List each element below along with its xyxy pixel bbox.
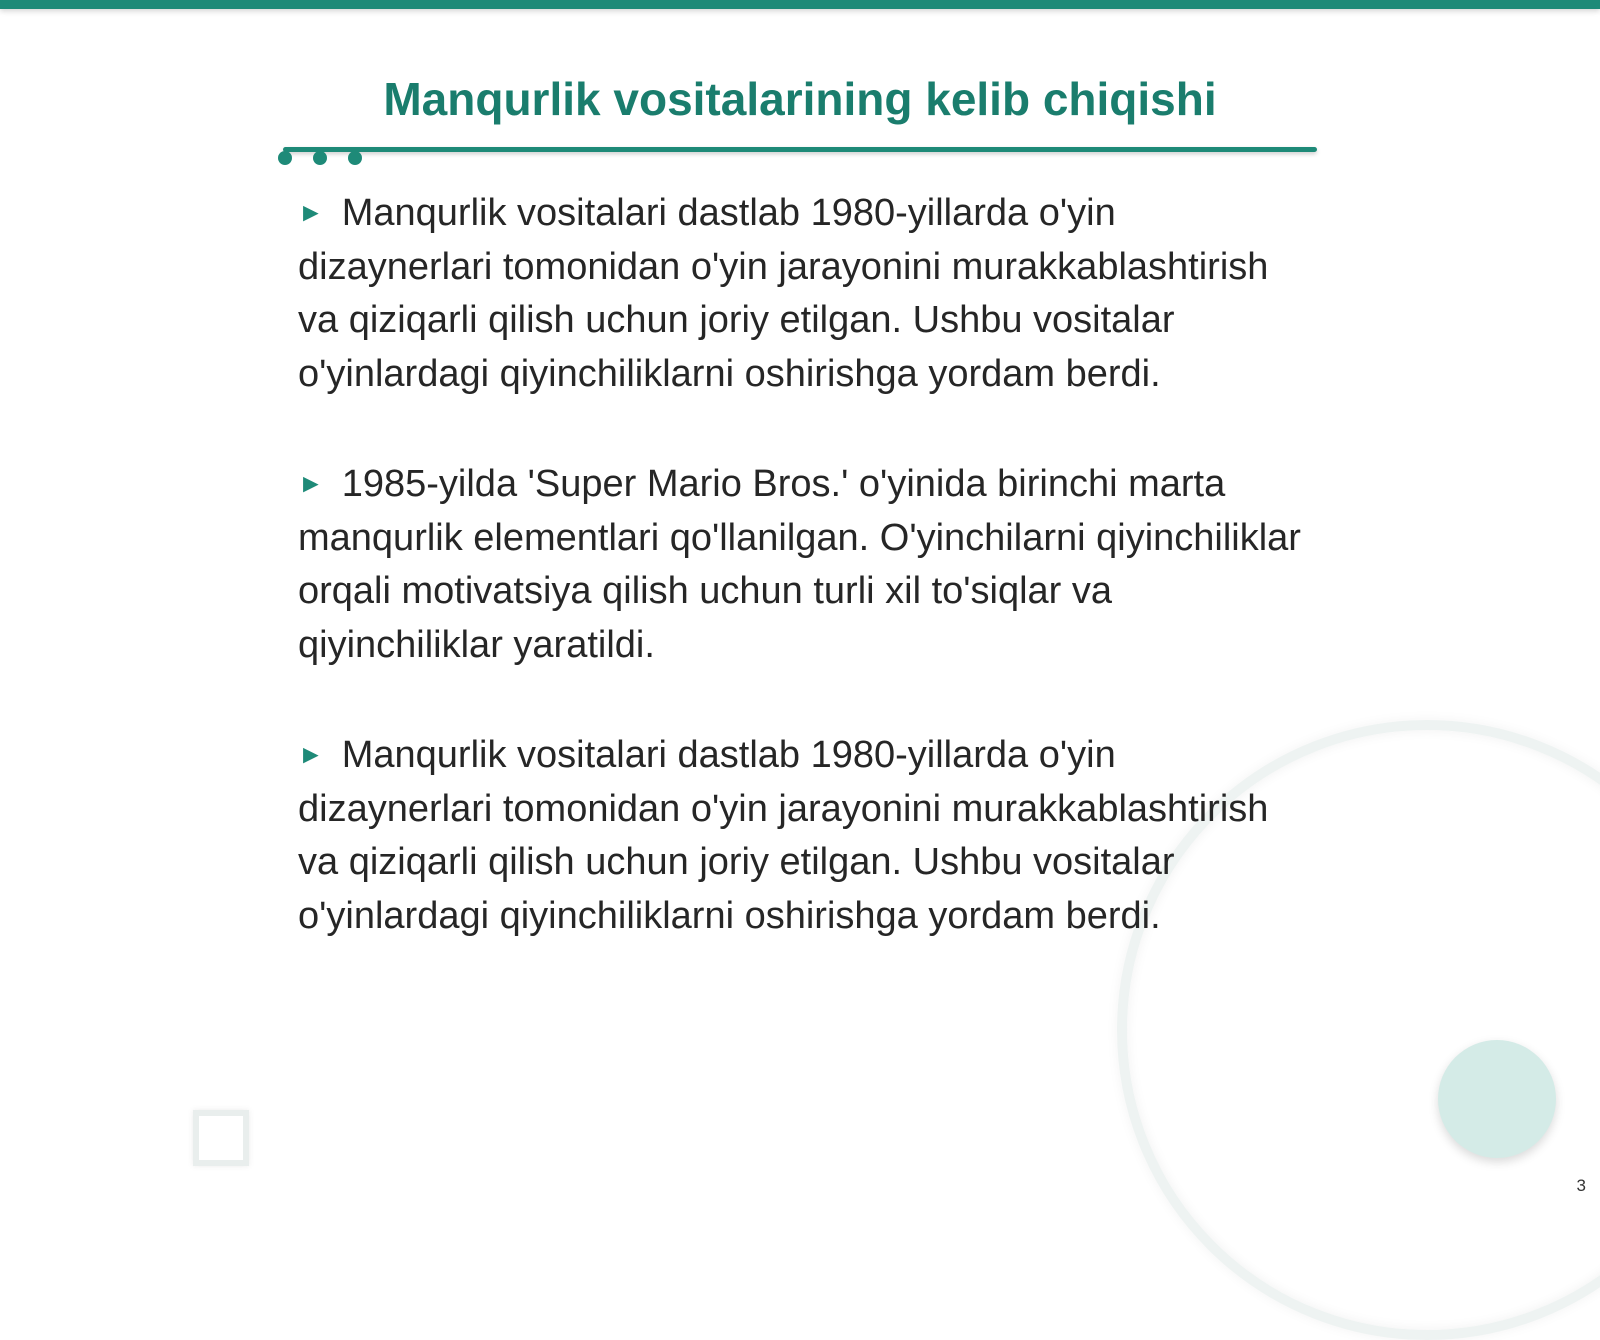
decorative-square (193, 1110, 249, 1166)
decorative-circle (1438, 1040, 1556, 1158)
triangle-bullet-icon: ► (298, 739, 324, 769)
title-dot-3 (348, 151, 362, 165)
title-dot-1 (278, 151, 292, 165)
bullet-paragraph-3 (298, 728, 1308, 943)
bullet-paragraph-1 (298, 186, 1308, 401)
paragraph-text-1: Manqurlik vositalari dastlab 1980-yillarda o'yin dizaynerlari tomonidan o'yin jarayonini murakkablashtirish va qiziqarli qilish uchun joriy etilgan. Ushbu vositalar o'yinlardagi qiyinchiliklarni oshirishga yordam berdi. (298, 192, 1269, 395)
paragraph-text-3: Manqurlik vositalari dastlab 1980-yillarda o'yin dizaynerlari tomonidan o'yin jarayonini murakkablashtirish va qiziqarli qilish uchun joriy etilgan. Ushbu vositalar o'yinlardagi qiyinchiliklarni oshirishga yordam berdi. (298, 734, 1269, 937)
triangle-bullet-icon: ► (298, 197, 324, 227)
title-dot-2 (313, 151, 327, 165)
top-accent-bar (0, 0, 1600, 9)
bullet-paragraph-2 (298, 457, 1308, 672)
paragraph-text-2: 1985-yilda 'Super Mario Bros.' o'yinida birinchi marta manqurlik elementlari qo'llanilgan. O'yinchilarni qiyinchiliklar orqali motivatsiya qilish uchun turli xil to'siqlar va qiyinchiliklar yaratildi. (298, 463, 1301, 666)
slide-content (298, 186, 1308, 999)
slide-title: Manqurlik vositalarining kelib chiqishi (383, 73, 1217, 125)
title-underline (283, 147, 1317, 152)
triangle-bullet-icon: ► (298, 468, 324, 498)
page-number: 3 (1576, 1176, 1586, 1195)
